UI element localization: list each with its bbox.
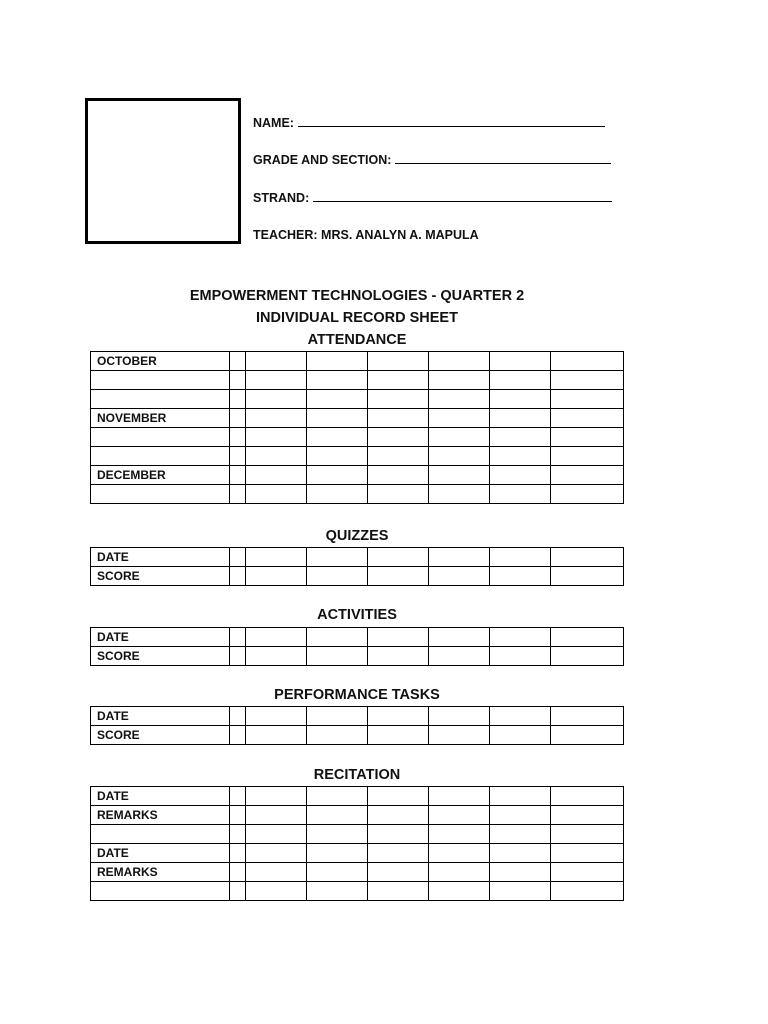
- entry-cell[interactable]: [429, 806, 490, 825]
- entry-cell[interactable]: [429, 825, 490, 844]
- grade-section-field[interactable]: [253, 151, 611, 167]
- activities-table: [90, 627, 624, 666]
- entry-cell[interactable]: [307, 390, 368, 409]
- entry-cell[interactable]: [368, 647, 429, 666]
- entry-cell[interactable]: [307, 447, 368, 466]
- entry-cell[interactable]: [490, 863, 551, 882]
- entry-cell[interactable]: [230, 844, 246, 863]
- row-label: [91, 825, 230, 844]
- row-label: [91, 428, 230, 447]
- document-title: EMPOWERMENT TECHNOLOGIES - QUARTER 2: [189, 288, 525, 304]
- entry-cell[interactable]: [551, 409, 624, 428]
- entry-cell[interactable]: [230, 726, 246, 745]
- entry-cell[interactable]: [490, 371, 551, 390]
- entry-cell[interactable]: [368, 548, 429, 567]
- entry-cell[interactable]: [551, 863, 624, 882]
- entry-cell[interactable]: [368, 707, 429, 726]
- entry-cell[interactable]: [429, 466, 490, 485]
- entry-cell[interactable]: [230, 825, 246, 844]
- entry-cell[interactable]: [246, 548, 307, 567]
- entry-cell[interactable]: [307, 628, 368, 647]
- entry-cell[interactable]: [429, 409, 490, 428]
- row-label: SCORE: [91, 567, 230, 586]
- entry-cell[interactable]: [551, 447, 624, 466]
- table-row: [91, 787, 624, 806]
- entry-cell[interactable]: [429, 863, 490, 882]
- entry-cell[interactable]: [230, 882, 246, 901]
- table-row: [91, 863, 624, 882]
- table-row: [91, 409, 624, 428]
- entry-cell[interactable]: [246, 787, 307, 806]
- quizzes-heading: QUIZZES: [325, 528, 389, 544]
- entry-cell[interactable]: [429, 428, 490, 447]
- table-row: [91, 371, 624, 390]
- entry-cell[interactable]: [246, 707, 307, 726]
- table-row: [91, 647, 624, 666]
- entry-cell[interactable]: [246, 390, 307, 409]
- entry-cell[interactable]: [490, 647, 551, 666]
- entry-cell[interactable]: [246, 825, 307, 844]
- entry-cell[interactable]: [230, 863, 246, 882]
- entry-cell[interactable]: [307, 806, 368, 825]
- activities-heading: ACTIVITIES: [317, 607, 397, 623]
- entry-cell[interactable]: [490, 844, 551, 863]
- table-row: [91, 447, 624, 466]
- entry-cell[interactable]: [368, 428, 429, 447]
- table-row: [91, 428, 624, 447]
- entry-cell[interactable]: [246, 371, 307, 390]
- entry-cell[interactable]: [368, 567, 429, 586]
- row-label: DATE: [91, 707, 230, 726]
- entry-cell[interactable]: [307, 844, 368, 863]
- entry-cell[interactable]: [368, 447, 429, 466]
- entry-cell[interactable]: [429, 390, 490, 409]
- entry-cell[interactable]: [551, 371, 624, 390]
- entry-cell[interactable]: [429, 567, 490, 586]
- entry-cell[interactable]: [368, 371, 429, 390]
- entry-cell[interactable]: [230, 428, 246, 447]
- row-label: REMARKS: [91, 863, 230, 882]
- entry-cell[interactable]: [307, 825, 368, 844]
- entry-cell[interactable]: [429, 548, 490, 567]
- entry-cell[interactable]: [246, 428, 307, 447]
- entry-cell[interactable]: [246, 882, 307, 901]
- entry-cell[interactable]: [551, 707, 624, 726]
- entry-cell[interactable]: [368, 863, 429, 882]
- table-row: [91, 882, 624, 901]
- entry-cell[interactable]: [246, 726, 307, 745]
- entry-cell[interactable]: [551, 726, 624, 745]
- entry-cell[interactable]: [490, 466, 551, 485]
- entry-cell[interactable]: [490, 352, 551, 371]
- entry-cell[interactable]: [490, 825, 551, 844]
- entry-cell[interactable]: [307, 726, 368, 745]
- attendance-heading: ATTENDANCE: [307, 332, 407, 348]
- entry-cell[interactable]: [551, 806, 624, 825]
- entry-cell[interactable]: [429, 844, 490, 863]
- entry-cell[interactable]: [368, 787, 429, 806]
- row-label: [91, 882, 230, 901]
- entry-cell[interactable]: [490, 548, 551, 567]
- table-row: [91, 825, 624, 844]
- entry-cell[interactable]: [368, 844, 429, 863]
- row-label: REMARKS: [91, 806, 230, 825]
- entry-cell[interactable]: [551, 352, 624, 371]
- entry-cell[interactable]: [429, 882, 490, 901]
- table-row: [91, 707, 624, 726]
- table-row: [91, 628, 624, 647]
- entry-cell[interactable]: [551, 466, 624, 485]
- table-row: [91, 485, 624, 504]
- entry-cell[interactable]: [246, 844, 307, 863]
- table-row: [91, 548, 624, 567]
- entry-cell[interactable]: [429, 371, 490, 390]
- teacher-label: TEACHER: MRS. ANALYN A. MAPULA: [253, 228, 479, 242]
- entry-cell[interactable]: [429, 707, 490, 726]
- entry-cell[interactable]: [490, 428, 551, 447]
- grade-section-label: GRADE AND SECTION:: [253, 153, 392, 167]
- entry-cell[interactable]: [368, 628, 429, 647]
- entry-cell[interactable]: [230, 647, 246, 666]
- row-label: [91, 390, 230, 409]
- entry-cell[interactable]: [490, 726, 551, 745]
- recitation-table: [90, 786, 624, 901]
- photo-box: [85, 98, 241, 244]
- entry-cell[interactable]: [490, 390, 551, 409]
- table-row: [91, 567, 624, 586]
- entry-cell[interactable]: [368, 485, 429, 504]
- row-label: [91, 447, 230, 466]
- entry-cell[interactable]: [307, 647, 368, 666]
- entry-cell[interactable]: [230, 352, 246, 371]
- entry-cell[interactable]: [551, 548, 624, 567]
- entry-cell[interactable]: [429, 485, 490, 504]
- row-label: DATE: [91, 628, 230, 647]
- entry-cell[interactable]: [307, 409, 368, 428]
- entry-cell[interactable]: [551, 567, 624, 586]
- entry-cell[interactable]: [230, 707, 246, 726]
- entry-cell[interactable]: [246, 485, 307, 504]
- row-label: DATE: [91, 844, 230, 863]
- entry-cell[interactable]: [429, 447, 490, 466]
- entry-cell[interactable]: [230, 447, 246, 466]
- table-row: [91, 466, 624, 485]
- entry-cell[interactable]: [230, 390, 246, 409]
- entry-cell[interactable]: [551, 628, 624, 647]
- entry-cell[interactable]: [230, 466, 246, 485]
- performance-tasks-table: [90, 706, 624, 745]
- quizzes-table: [90, 547, 624, 586]
- entry-cell[interactable]: [490, 447, 551, 466]
- entry-cell[interactable]: [307, 707, 368, 726]
- strand-field[interactable]: [253, 189, 612, 205]
- entry-cell[interactable]: [551, 428, 624, 447]
- entry-cell[interactable]: [429, 787, 490, 806]
- table-row: [91, 726, 624, 745]
- entry-cell[interactable]: [551, 825, 624, 844]
- entry-cell[interactable]: [230, 787, 246, 806]
- row-label: SCORE: [91, 647, 230, 666]
- performance-tasks-heading: PERFORMANCE TASKS: [274, 687, 440, 703]
- entry-cell[interactable]: [551, 390, 624, 409]
- entry-cell[interactable]: [551, 647, 624, 666]
- table-row: [91, 844, 624, 863]
- entry-cell[interactable]: [307, 352, 368, 371]
- row-label: DECEMBER: [91, 466, 230, 485]
- entry-cell[interactable]: [490, 707, 551, 726]
- entry-cell[interactable]: [230, 371, 246, 390]
- row-label: SCORE: [91, 726, 230, 745]
- strand-line[interactable]: [313, 189, 612, 202]
- attendance-table: [90, 351, 624, 504]
- recitation-heading: RECITATION: [313, 767, 401, 783]
- entry-cell[interactable]: [307, 882, 368, 901]
- entry-cell[interactable]: [429, 726, 490, 745]
- row-label: DATE: [91, 787, 230, 806]
- teacher-field: [253, 228, 479, 242]
- entry-cell[interactable]: [490, 806, 551, 825]
- entry-cell[interactable]: [307, 787, 368, 806]
- row-label: OCTOBER: [91, 352, 230, 371]
- entry-cell[interactable]: [368, 726, 429, 745]
- entry-cell[interactable]: [246, 567, 307, 586]
- entry-cell[interactable]: [368, 806, 429, 825]
- entry-cell[interactable]: [307, 548, 368, 567]
- entry-cell[interactable]: [429, 352, 490, 371]
- entry-cell[interactable]: [490, 485, 551, 504]
- entry-cell[interactable]: [551, 485, 624, 504]
- entry-cell[interactable]: [246, 647, 307, 666]
- entry-cell[interactable]: [230, 806, 246, 825]
- table-row: [91, 390, 624, 409]
- entry-cell[interactable]: [307, 371, 368, 390]
- entry-cell[interactable]: [368, 390, 429, 409]
- entry-cell[interactable]: [429, 647, 490, 666]
- entry-cell[interactable]: [246, 628, 307, 647]
- entry-cell[interactable]: [307, 567, 368, 586]
- name-label: NAME:: [253, 116, 294, 130]
- entry-cell[interactable]: [307, 466, 368, 485]
- entry-cell[interactable]: [230, 628, 246, 647]
- entry-cell[interactable]: [490, 787, 551, 806]
- entry-cell[interactable]: [551, 844, 624, 863]
- row-label: DATE: [91, 548, 230, 567]
- entry-cell[interactable]: [230, 567, 246, 586]
- document-subtitle: INDIVIDUAL RECORD SHEET: [256, 310, 458, 326]
- entry-cell[interactable]: [246, 863, 307, 882]
- row-label: [91, 371, 230, 390]
- strand-label: STRAND:: [253, 191, 310, 205]
- entry-cell[interactable]: [246, 466, 307, 485]
- name-line[interactable]: [298, 114, 605, 127]
- entry-cell[interactable]: [490, 628, 551, 647]
- entry-cell[interactable]: [368, 352, 429, 371]
- entry-cell[interactable]: [368, 409, 429, 428]
- row-label: NOVEMBER: [91, 409, 230, 428]
- entry-cell[interactable]: [551, 787, 624, 806]
- row-label: [91, 485, 230, 504]
- entry-cell[interactable]: [307, 428, 368, 447]
- table-row: [91, 352, 624, 371]
- entry-cell[interactable]: [368, 882, 429, 901]
- entry-cell[interactable]: [490, 567, 551, 586]
- name-field[interactable]: [253, 114, 605, 130]
- entry-cell[interactable]: [246, 409, 307, 428]
- entry-cell[interactable]: [551, 882, 624, 901]
- table-row: [91, 806, 624, 825]
- entry-cell[interactable]: [246, 447, 307, 466]
- entry-cell[interactable]: [230, 485, 246, 504]
- entry-cell[interactable]: [246, 352, 307, 371]
- entry-cell[interactable]: [307, 863, 368, 882]
- entry-cell[interactable]: [368, 466, 429, 485]
- entry-cell[interactable]: [230, 409, 246, 428]
- entry-cell[interactable]: [246, 806, 307, 825]
- grade-section-line[interactable]: [395, 151, 611, 164]
- entry-cell[interactable]: [490, 882, 551, 901]
- entry-cell[interactable]: [230, 548, 246, 567]
- entry-cell[interactable]: [429, 628, 490, 647]
- entry-cell[interactable]: [368, 825, 429, 844]
- entry-cell[interactable]: [490, 409, 551, 428]
- entry-cell[interactable]: [307, 485, 368, 504]
